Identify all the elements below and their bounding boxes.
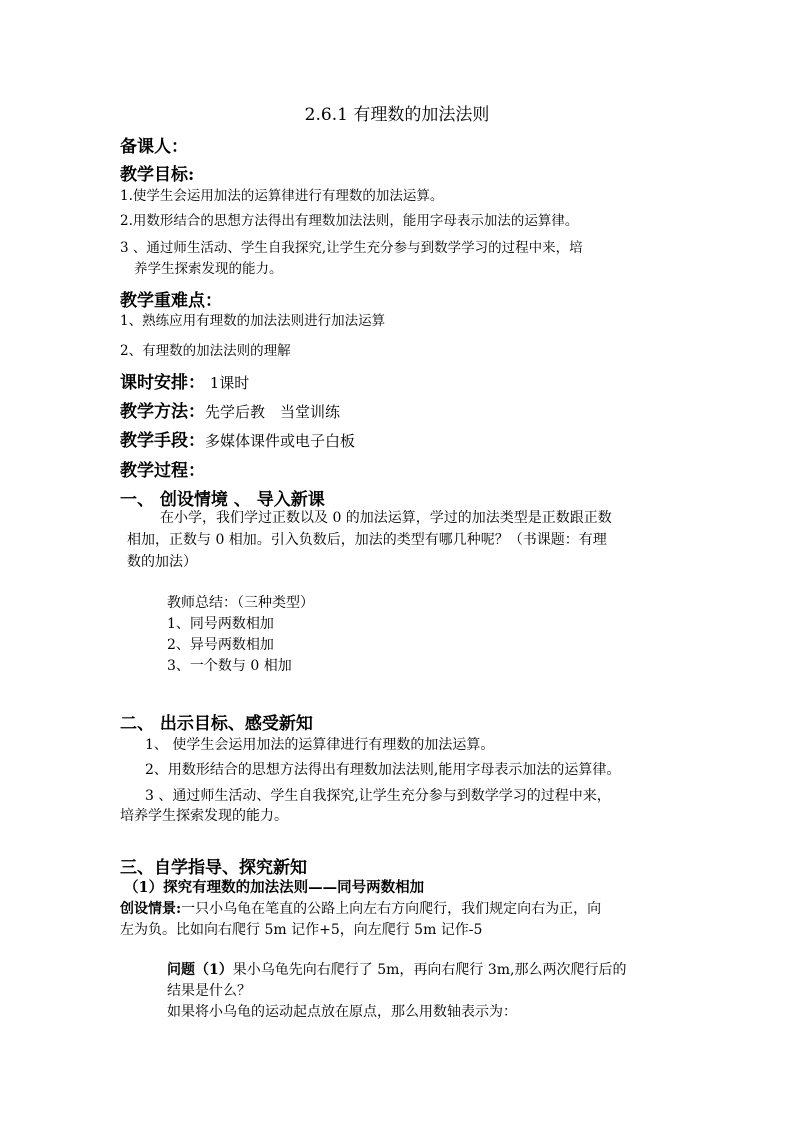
question-line-2: 结果是什么？ — [167, 983, 251, 999]
objective-item-2: 2.用数形结合的思想方法得出有理数加法法则，能用字母表示加法的运算律。 — [120, 213, 579, 229]
type-item-2: 2、异号两数相加 — [167, 637, 274, 653]
process-heading: 教学过程： — [120, 461, 205, 481]
means-label: 教学手段： — [120, 431, 205, 451]
section2-line-2: 2、用数形结合的思想方法得出有理数加法法则,能用字母表示加法的运算律。 — [145, 762, 621, 778]
means-row — [120, 426, 355, 451]
question-line-1 — [167, 960, 626, 980]
schedule-value: 1课时 — [205, 374, 250, 392]
key-point-2: 2、有理数的加法法则的理解 — [120, 343, 291, 359]
type-item-1: 1、同号两数相加 — [167, 616, 274, 632]
objective-item-1: 1.使学生会运用加法的运算律进行有理数的加法运算。 — [120, 188, 444, 204]
scenario-label: 创设情景: — [120, 901, 182, 917]
objective-item-3: 3 、通过师生活动、学生自我探究,让学生充分参与到数学学习的过程中来，培 — [120, 240, 583, 256]
key-points-heading: 教学重难点： — [120, 291, 222, 311]
schedule-label: 课时安排： — [120, 373, 205, 393]
schedule-row — [120, 368, 249, 393]
means-value: 多媒体课件或电子白板 — [205, 432, 356, 450]
method-label: 教学方法： — [120, 402, 205, 422]
type-item-3: 3、一个数与 0 相加 — [167, 658, 292, 674]
method-value: 先学后教 当堂训练 — [205, 403, 341, 421]
section1-line-3: 数的加法） — [127, 554, 197, 570]
document-title: 2.6.1 有理数的加法法则 — [304, 105, 490, 125]
section1-heading: 一、 创设情境 、 导入新课 — [120, 490, 325, 510]
preparer-label: 备课人： — [120, 137, 188, 157]
scenario-text-1: 一只小乌龟在笔直的公路上向左右方向爬行，我们规定向右为正，向 — [181, 901, 602, 917]
teacher-summary: 教师总结：（三种类型） — [167, 595, 314, 611]
objectives-heading: 教学目标: — [120, 165, 195, 185]
scenario-line-1 — [120, 899, 601, 919]
section2-line-3: 3 、通过师生活动、学生自我探究,让学生充分参与到数学学习的过程中来， — [145, 788, 611, 804]
section3-heading: 三、自学指导、探究新知 — [120, 858, 307, 878]
question-line-3: 如果将小乌龟的运动起点放在原点，那么用数轴表示为： — [167, 1004, 517, 1020]
method-row — [120, 397, 340, 422]
section1-line-1: 在小学，我们学过正数以及 0 的加法运算，学过的加法类型是正数跟正数 — [160, 510, 612, 526]
section2-heading: 二、 出示目标、感受新知 — [120, 714, 313, 734]
section3-subheading: （1）探究有理数的加法法则——同号两数相加 — [124, 879, 425, 896]
question-text-1: 果小乌龟先向右爬行了 5m，再向右爬行 3m,那么两次爬行后的 — [232, 962, 627, 978]
scenario-line-2: 左为负。比如向右爬行 5m 记作+5，向左爬行 5m 记作-5 — [120, 922, 483, 938]
section2-line-1: 1、 使学生会运用加法的运算律进行有理数的加法运算。 — [145, 737, 495, 753]
objective-item-3-cont: 养学生探索发现的能力。 — [134, 261, 283, 277]
question-label: 问题（1） — [167, 962, 233, 978]
key-point-1: 1、熟练应用有理数的加法法则进行加法运算 — [120, 313, 386, 329]
section1-line-2: 相加，正数与 0 相加。引入负数后，加法的类型有哪几种呢？（书课题：有理 — [127, 532, 607, 548]
section2-line-4: 培养学生探索发现的能力。 — [120, 808, 288, 824]
